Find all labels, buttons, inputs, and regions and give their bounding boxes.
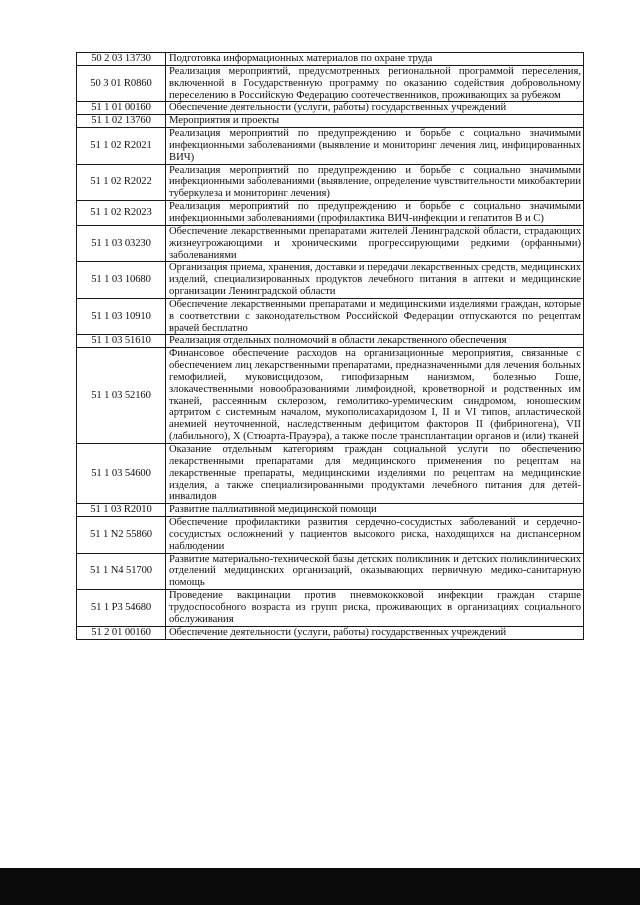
table-row — [77, 128, 584, 165]
table-row — [77, 53, 584, 66]
row-code: 51 1 N2 55860 — [77, 517, 166, 554]
row-description: Организация приема, хранения, доставки и передачи лекарственных средств, медицинских изделий, специализированных продуктов лечебного питания в аптеки и медицинские организации Ленинградской области — [166, 262, 584, 299]
row-code: 51 1 03 54600 — [77, 444, 166, 504]
table-row — [77, 115, 584, 128]
row-code: 51 1 02 13760 — [77, 115, 166, 128]
table-row — [77, 262, 584, 299]
table-row — [77, 590, 584, 627]
row-description: Оказание отдельным категориям граждан социальной услуги по обеспечению лекарственными препаратами для медицинского применения по рецептам на лекарственные препараты, медицинскими изделиями по рецептам на медицинские изделия, а также специализированными продуктами лечебного питания для детей-инвалидов — [166, 444, 584, 504]
row-code: 50 3 01 R0860 — [77, 65, 166, 102]
row-code: 51 1 03 R2010 — [77, 504, 166, 517]
row-code: 50 2 03 13730 — [77, 53, 166, 66]
budget-classification-table — [76, 52, 584, 640]
table-row — [77, 201, 584, 226]
table-row — [77, 504, 584, 517]
row-description: Обеспечение деятельности (услуги, работы) государственных учреждений — [166, 102, 584, 115]
table-row — [77, 65, 584, 102]
table-row — [77, 298, 584, 335]
row-code: 51 2 01 00160 — [77, 626, 166, 639]
row-code: 51 1 01 00160 — [77, 102, 166, 115]
row-description: Развитие материально-технической базы детских поликлиник и детских поликлинических отделений медицинских организаций, оказывающих первичную медико-санитарную помощь — [166, 553, 584, 590]
table-row — [77, 553, 584, 590]
row-description: Реализация мероприятий по предупреждению и борьбе с социально значимыми инфекционными заболеваниями (выявление и мониторинг лечения лиц, инфицированных ВИЧ) — [166, 128, 584, 165]
row-description: Обеспечение лекарственными препаратами и медицинскими изделиями граждан, которые в соответствии с законодательством Российской Федерации отпускаются по рецептам врачей бесплатно — [166, 298, 584, 335]
row-description: Развитие паллиативной медицинской помощи — [166, 504, 584, 517]
row-code: 51 1 03 03230 — [77, 225, 166, 262]
row-code: 51 1 02 R2022 — [77, 164, 166, 201]
row-description: Обеспечение лекарственными препаратами жителей Ленинградской области, страдающих жизнеугрожающими и хроническими прогрессирующими редкими (орфанными) заболеваниями — [166, 225, 584, 262]
row-code: 51 1 03 10680 — [77, 262, 166, 299]
table-row — [77, 164, 584, 201]
table-row — [77, 626, 584, 639]
table-row — [77, 335, 584, 348]
row-code: 51 1 N4 51700 — [77, 553, 166, 590]
row-description: Реализация мероприятий по предупреждению и борьбе с социально значимыми инфекционными заболеваниями (профилактика ВИЧ-инфекции и гепатитов В и С) — [166, 201, 584, 226]
table-row — [77, 348, 584, 444]
row-code: 51 1 P3 54680 — [77, 590, 166, 627]
row-description: Финансовое обеспечение расходов на организационные мероприятия, связанные с обеспечением лиц лекарственными препаратами, предназначенными для лечения больных гемофилией, муковисцидозом, гипофизарным нанизмом, болезнью Гоше, злокачественными новообразованиями лимфоидной, кроветворной и родственных им тканей, рассеянным склерозом, гемолитико-уремическим синдромом, юношеским артритом с системным началом, мукополисахаридозом I, II и VI типов, апластической анемией неуточненной, наследственным дефицитом факторов II (фибриногена), VII (лабильного), X (Стюарта-Прауэра), а также после трансплантации органов и (или) тканей — [166, 348, 584, 444]
row-description: Мероприятия и проекты — [166, 115, 584, 128]
row-description: Реализация мероприятий по предупреждению и борьбе с социально значимыми инфекционными заболеваниями (выявление, определение чувствительности микобактерии туберкулеза и мониторинг лечения) — [166, 164, 584, 201]
row-description: Реализация мероприятий, предусмотренных региональной программой переселения, включенной в Государственную программу по оказанию содействия добровольному переселению в Российскую Федерацию соотечественников, проживающих за рубежом — [166, 65, 584, 102]
table-row — [77, 102, 584, 115]
table-row — [77, 225, 584, 262]
row-description: Проведение вакцинации против пневмококковой инфекции граждан старше трудоспособного возраста из групп риска, проживающих в организациях социального обслуживания — [166, 590, 584, 627]
table-row — [77, 444, 584, 504]
row-description: Подготовка информационных материалов по охране труда — [166, 53, 584, 66]
row-description: Обеспечение деятельности (услуги, работы) государственных учреждений — [166, 626, 584, 639]
row-code: 51 1 03 10910 — [77, 298, 166, 335]
bottom-black-bar — [0, 868, 640, 905]
table-row — [77, 517, 584, 554]
row-description: Обеспечение профилактики развития сердечно-сосудистых заболеваний и сердечно-сосудистых осложнений у пациентов высокого риска, находящихся на диспансерном наблюдении — [166, 517, 584, 554]
row-code: 51 1 02 R2023 — [77, 201, 166, 226]
row-code: 51 1 03 52160 — [77, 348, 166, 444]
table-body — [77, 53, 584, 640]
row-description: Реализация отдельных полномочий в области лекарственного обеспечения — [166, 335, 584, 348]
row-code: 51 1 02 R2021 — [77, 128, 166, 165]
row-code: 51 1 03 51610 — [77, 335, 166, 348]
